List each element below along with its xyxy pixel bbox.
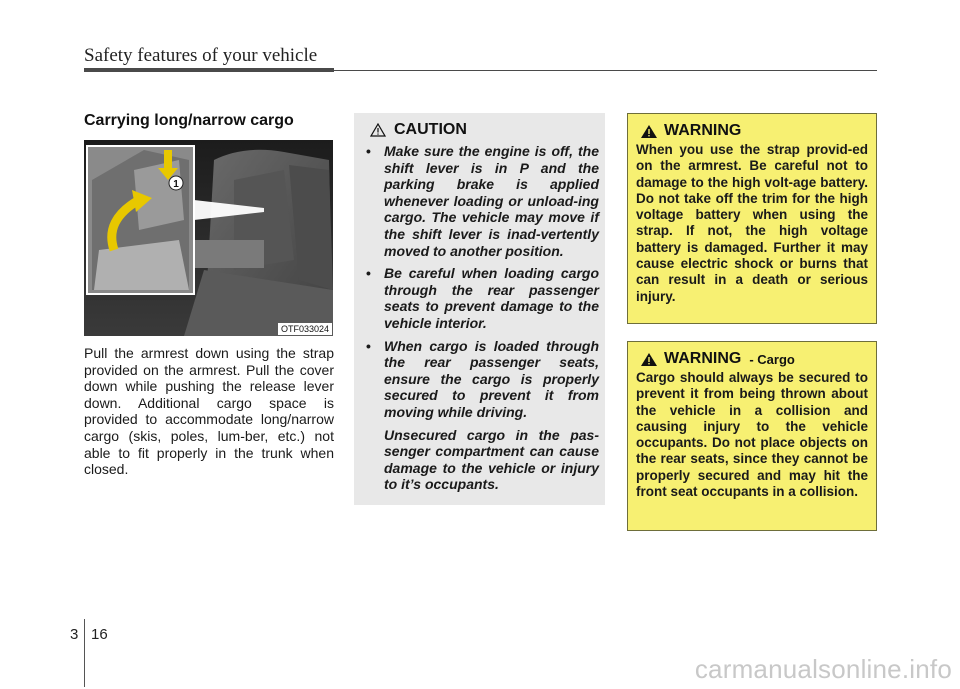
body-paragraph: Pull the armrest down using the strap provided on the armrest. Pull the cover down while pushing the release lever down. Additional cargo space is provided to accommodate long/narrow cargo (skis, poles, lum-ber, etc.) not able to fit properly in the trunk when closed. bbox=[84, 345, 334, 478]
armrest-photo bbox=[84, 140, 333, 336]
watermark: carmanualsonline.info bbox=[694, 654, 952, 684]
warning-box-cargo bbox=[627, 341, 877, 531]
warning-box-battery bbox=[627, 113, 877, 324]
caution-note: Unsecured cargo in the pas-senger compartment can cause damage to the vehicle or injury to it’s occupants. bbox=[384, 426, 599, 493]
warning-triangle-icon bbox=[640, 124, 658, 139]
warning-title: WARNING bbox=[664, 122, 742, 139]
warning-subtitle: - Cargo bbox=[749, 351, 795, 367]
callout-label: 1 bbox=[173, 179, 179, 190]
caution-triangle-icon bbox=[370, 123, 386, 137]
chapter-number: 3 bbox=[70, 626, 79, 643]
caution-box bbox=[354, 113, 605, 505]
warning-triangle-icon bbox=[640, 352, 658, 367]
caution-list bbox=[366, 143, 599, 421]
page-number: 16 bbox=[91, 626, 108, 643]
header-rule bbox=[334, 70, 877, 71]
image-caption: OTF033024 bbox=[278, 323, 332, 335]
caution-item: • Make sure the engine is off, the shift lever is in P and the parking brake is applied whenever loading or unload-ing cargo. The vehicle may move if the shift lever is inad-vertently moved to another position. bbox=[366, 143, 599, 259]
warning-text: When you use the strap provid-ed on the armrest. Be careful not to damage to the high volt-age battery. Do not take off the trim for the high voltage battery when using the strap. If not, the high voltage battery is damaged. Further it may cause electric shock or burns that can result in a death or serious injury. bbox=[636, 142, 868, 304]
footer-divider bbox=[84, 619, 85, 687]
section-title: Carrying long/narrow cargo bbox=[84, 112, 294, 129]
caution-title: CAUTION bbox=[394, 121, 467, 138]
caution-item: • Be careful when loading cargo through the rear passenger seats to prevent damage to the vehicle interior. bbox=[366, 265, 599, 331]
seat-illustration bbox=[84, 140, 333, 336]
header-bar bbox=[84, 68, 334, 72]
warning-text: Cargo should always be secured to prevent it from being thrown about the vehicle in a collision and causing injury to the vehicle occupants. Do not place objects on the rear seats, since they cannot be properly secured and may hit the front seat occupants in a collision. bbox=[636, 370, 868, 500]
header-title: Safety features of your vehicle bbox=[84, 45, 318, 66]
warning-title: WARNING bbox=[664, 350, 742, 367]
caution-item: • When cargo is loaded through the rear passenger seats, ensure the cargo is properly secured to prevent it from moving while driving. bbox=[366, 337, 599, 420]
